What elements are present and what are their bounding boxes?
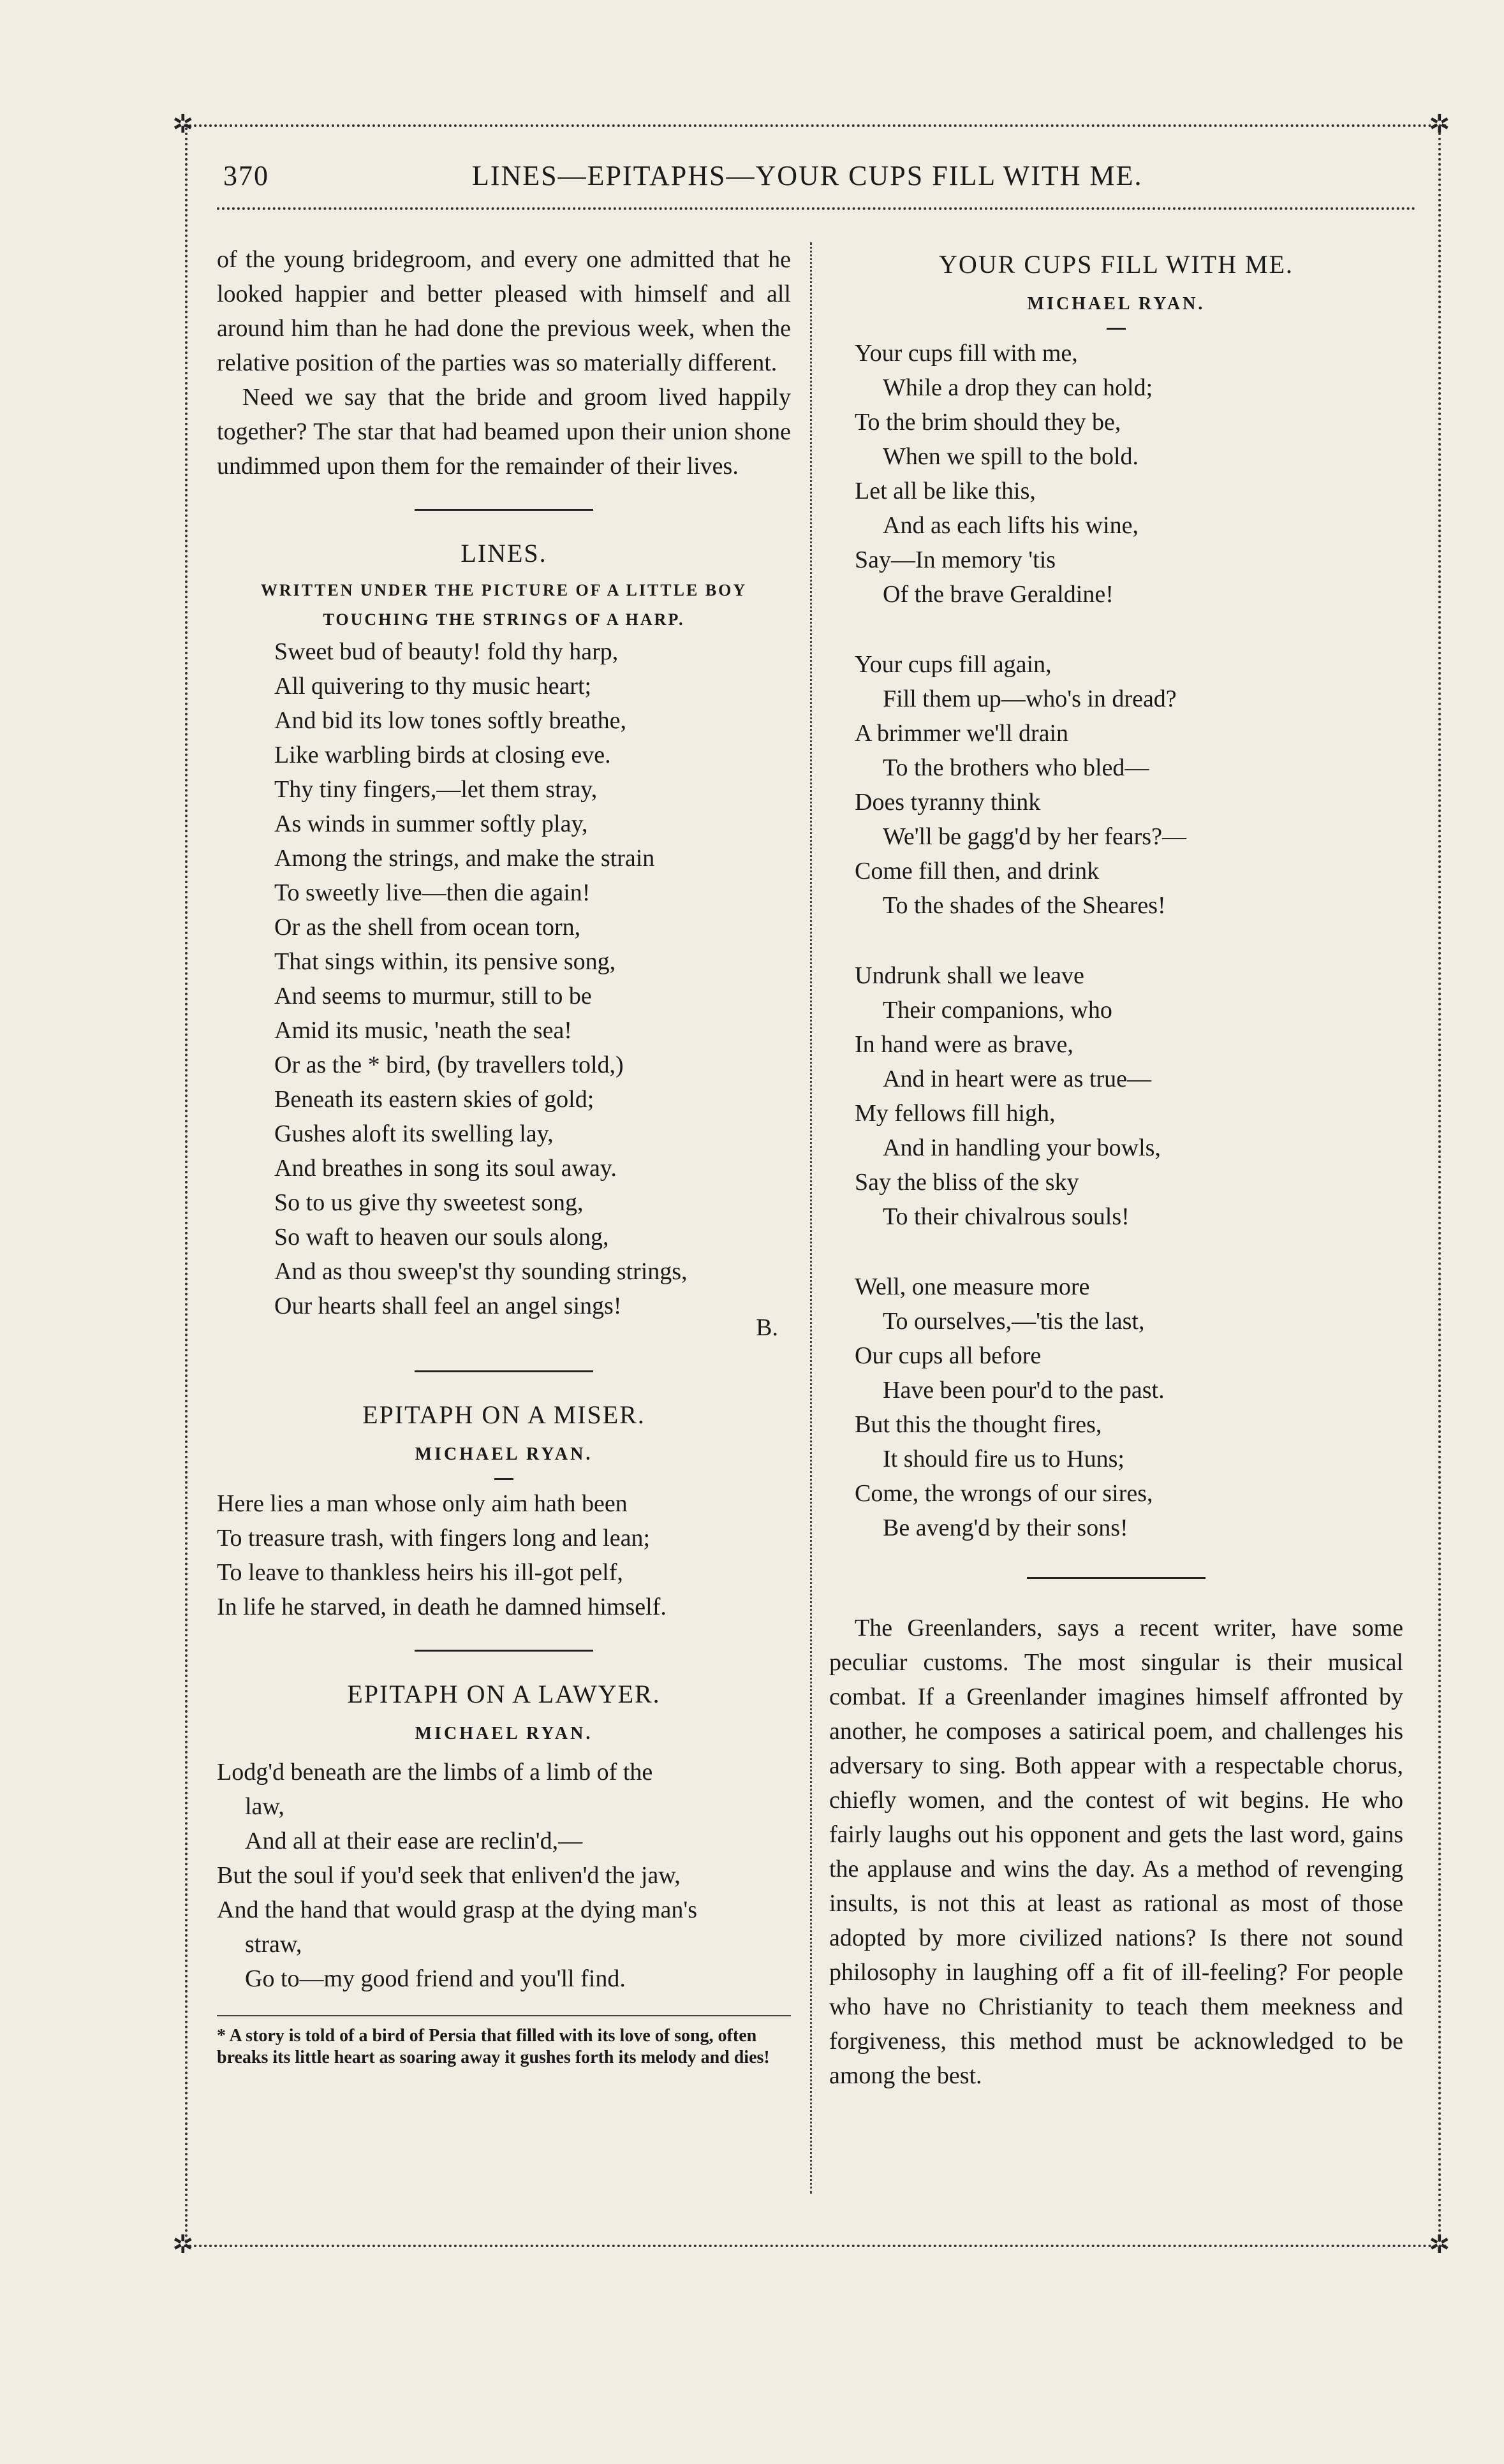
poem-line: And breathes in song its soul away. <box>274 1155 617 1182</box>
poem-line: To the brothers who bled— <box>883 754 1149 781</box>
poem-line: To the shades of the Sheares! <box>883 892 1166 919</box>
poem-line: To their chivalrous souls! <box>883 1203 1130 1230</box>
lawyer-author: MICHAEL RYAN. <box>415 1724 593 1743</box>
poem-line: My fellows fill high, <box>855 1100 1056 1127</box>
poem-line: But the soul if you'd seek that enliven'd the jaw, <box>217 1862 681 1889</box>
poem-line: As winds in summer softly play, <box>274 810 588 837</box>
poem-line: To ourselves,—'tis the last, <box>883 1308 1145 1335</box>
header-rule <box>217 207 1416 210</box>
top-border <box>179 124 1448 127</box>
poem-line: In hand were as brave, <box>855 1031 1073 1058</box>
lines-poem <box>217 634 791 1323</box>
poem-line: Sweet bud of beauty! fold thy harp, <box>274 638 619 665</box>
poem-line: Let all be like this, <box>855 478 1036 504</box>
poem-line: To the brim should they be, <box>855 409 1121 436</box>
poem-line: Our cups all before <box>855 1342 1042 1369</box>
poem-line: But this the thought fires, <box>855 1411 1102 1438</box>
section-rule <box>415 509 593 511</box>
cups-stanza-2 <box>829 647 1403 923</box>
miser-title: EPITAPH ON A MISER. <box>362 1400 645 1429</box>
miser-author: MICHAEL RYAN. <box>415 1444 593 1464</box>
poem-line: Or as the shell from ocean torn, <box>274 914 581 941</box>
poem-line: It should fire us to Huns; <box>883 1446 1124 1472</box>
poem-line: Your cups fill with me, <box>855 340 1078 367</box>
poem-line: When we spill to the bold. <box>883 443 1139 470</box>
poem-line: Lodg'd beneath are the limbs of a limb of the <box>217 1759 653 1786</box>
poem-line: In life he starved, in death he damned himself. <box>217 1594 667 1620</box>
lawyer-poem <box>217 1755 791 1996</box>
cups-author: MICHAEL RYAN. <box>1027 294 1205 314</box>
poem-line: Of the brave Geraldine! <box>883 581 1114 608</box>
poem-line: So waft to heaven our souls along, <box>274 1224 609 1250</box>
corner-ornament-top-left: ✲ <box>172 110 194 138</box>
corner-ornament-bottom-left: ✲ <box>172 2230 194 2259</box>
cups-title: YOUR CUPS FILL WITH ME. <box>938 250 1294 279</box>
left-column <box>217 242 791 2069</box>
poem-line: Here lies a man whose only aim hath been <box>217 1490 628 1517</box>
lines-subtitle-1: WRITTEN UNDER THE PICTURE OF A LITTLE BOY <box>260 581 748 599</box>
poem-line: Say the bliss of the sky <box>855 1169 1079 1196</box>
poem-line: All quivering to thy music heart; <box>274 673 592 700</box>
poem-line: Come fill then, and drink <box>855 858 1100 884</box>
left-border <box>185 128 188 2245</box>
page-header <box>217 153 1410 198</box>
poem-line: Or as the * bird, (by travellers told,) <box>274 1052 624 1078</box>
right-border <box>1438 128 1441 2245</box>
section-rule <box>1027 1577 1205 1579</box>
poem-line: straw, <box>245 1931 302 1958</box>
greenlanders-paragraph: The Greenlanders, says a recent writer, have some peculiar customs. The most singular is their musical combat. If a Greenlander imagines himself affronted by another, he composes a satirical poem, and challenges his adversary to sing. Both appear with a respectable chorus, chiefly women, and the contest of wit begins. He who fairly laughs out his opponent and gets the last word, gains the applause and wins the day. As a method of revenging insults, is not this at least as rational as most of those adopted by more civilized nations? Is there not sound philosophy in laughing off a fit of ill-feeling? For people who have no Christianity to teach them meekness and forgiveness, this method must be acknowledged to be among the best. <box>829 1615 1403 2089</box>
poem-line: A brimmer we'll drain <box>855 720 1069 747</box>
bottom-border <box>179 2245 1448 2247</box>
stanza-gap <box>829 612 1403 647</box>
cups-stanza-4 <box>829 1270 1403 1545</box>
running-head: LINES—EPITAPHS—YOUR CUPS FILL WITH ME. <box>472 160 1143 191</box>
poem-line: That sings within, its pensive song, <box>274 948 616 975</box>
poem-line: Gushes aloft its swelling lay, <box>274 1120 554 1147</box>
poem-line: Well, one measure more <box>855 1273 1090 1300</box>
right-column <box>829 242 1403 2093</box>
poem-line: Your cups fill again, <box>855 651 1052 678</box>
footnote: * A story is told of a bird of Persia that filled with its love of song, often breaks its little heart as soaring away it gushes forth its melody and dies! <box>217 2015 791 2069</box>
poem-line: And as each lifts his wine, <box>883 512 1139 539</box>
cups-stanza-3 <box>829 958 1403 1234</box>
section-rule <box>415 1370 593 1372</box>
poem-line: Fill them up—who's in dread? <box>883 686 1177 712</box>
poem-line: And as thou sweep'st thy sounding strings, <box>274 1258 688 1285</box>
stanza-gap <box>829 1234 1403 1270</box>
poem-line: Be aveng'd by their sons! <box>883 1514 1128 1541</box>
lines-subtitle-2: TOUCHING THE STRINGS OF A HARP. <box>323 610 685 629</box>
poem-line: And seems to murmur, still to be <box>274 983 592 1009</box>
poem-line: And in heart were as true— <box>883 1066 1152 1092</box>
poem-line: And bid its low tones softly breathe, <box>274 707 626 734</box>
poem-line: To leave to thankless heirs his ill-got pelf, <box>217 1559 623 1586</box>
short-rule <box>1107 328 1126 330</box>
short-rule <box>494 1478 513 1480</box>
lines-title: LINES. <box>461 539 547 568</box>
poem-line: Does tyranny think <box>855 789 1041 816</box>
poem-line: Their companions, who <box>883 997 1112 1023</box>
corner-ornament-top-right: ✲ <box>1429 110 1450 138</box>
stanza-gap <box>829 923 1403 958</box>
poem-line: So to us give thy sweetest song, <box>274 1189 584 1216</box>
poem-line: Go to—my good friend and you'll find. <box>245 1965 626 1992</box>
poem-line: Have been pour'd to the past. <box>883 1377 1165 1404</box>
column-divider <box>810 242 812 2194</box>
poem-line: Amid its music, 'neath the sea! <box>274 1017 572 1044</box>
poem-line: Among the strings, and make the strain <box>274 845 655 872</box>
poem-line: To sweetly live—then die again! <box>274 879 591 906</box>
page-number: 370 <box>223 160 269 191</box>
poem-signature: B. <box>756 1314 778 1341</box>
poem-line: To treasure trash, with fingers long and lean; <box>217 1525 651 1551</box>
poem-line: Thy tiny fingers,—let them stray, <box>274 776 598 803</box>
poem-line: Like warbling birds at closing eve. <box>274 742 611 768</box>
section-rule <box>415 1650 593 1652</box>
poem-line: While a drop they can hold; <box>883 374 1153 401</box>
poem-line: law, <box>245 1793 284 1820</box>
poem-line: And all at their ease are reclin'd,— <box>245 1828 583 1854</box>
intro-paragraph-1: of the young bridegroom, and every one admitted that he looked happier and better pleased with himself and all around him than he had done the previous week, when the relative position of the parties was so materially different. <box>217 246 791 376</box>
corner-ornament-bottom-right: ✲ <box>1429 2230 1450 2259</box>
poem-line: Say—In memory 'tis <box>855 546 1056 573</box>
lawyer-title: EPITAPH ON A LAWYER. <box>347 1680 661 1708</box>
poem-line: Come, the wrongs of our sires, <box>855 1480 1153 1507</box>
poem-line: Beneath its eastern skies of gold; <box>274 1086 594 1113</box>
poem-line: And the hand that would grasp at the dying man's <box>217 1896 697 1923</box>
poem-line: And in handling your bowls, <box>883 1134 1161 1161</box>
poem-line: Undrunk shall we leave <box>855 962 1084 989</box>
miser-poem <box>217 1486 791 1624</box>
cups-stanza-1 <box>829 336 1403 612</box>
poem-line: We'll be gagg'd by her fears?— <box>883 823 1186 850</box>
poem-line: Our hearts shall feel an angel sings! <box>274 1293 622 1319</box>
intro-paragraph-2: Need we say that the bride and groom lived happily together? The star that had beamed upon their union shone undimmed upon them for the remainder of their lives. <box>217 384 791 480</box>
